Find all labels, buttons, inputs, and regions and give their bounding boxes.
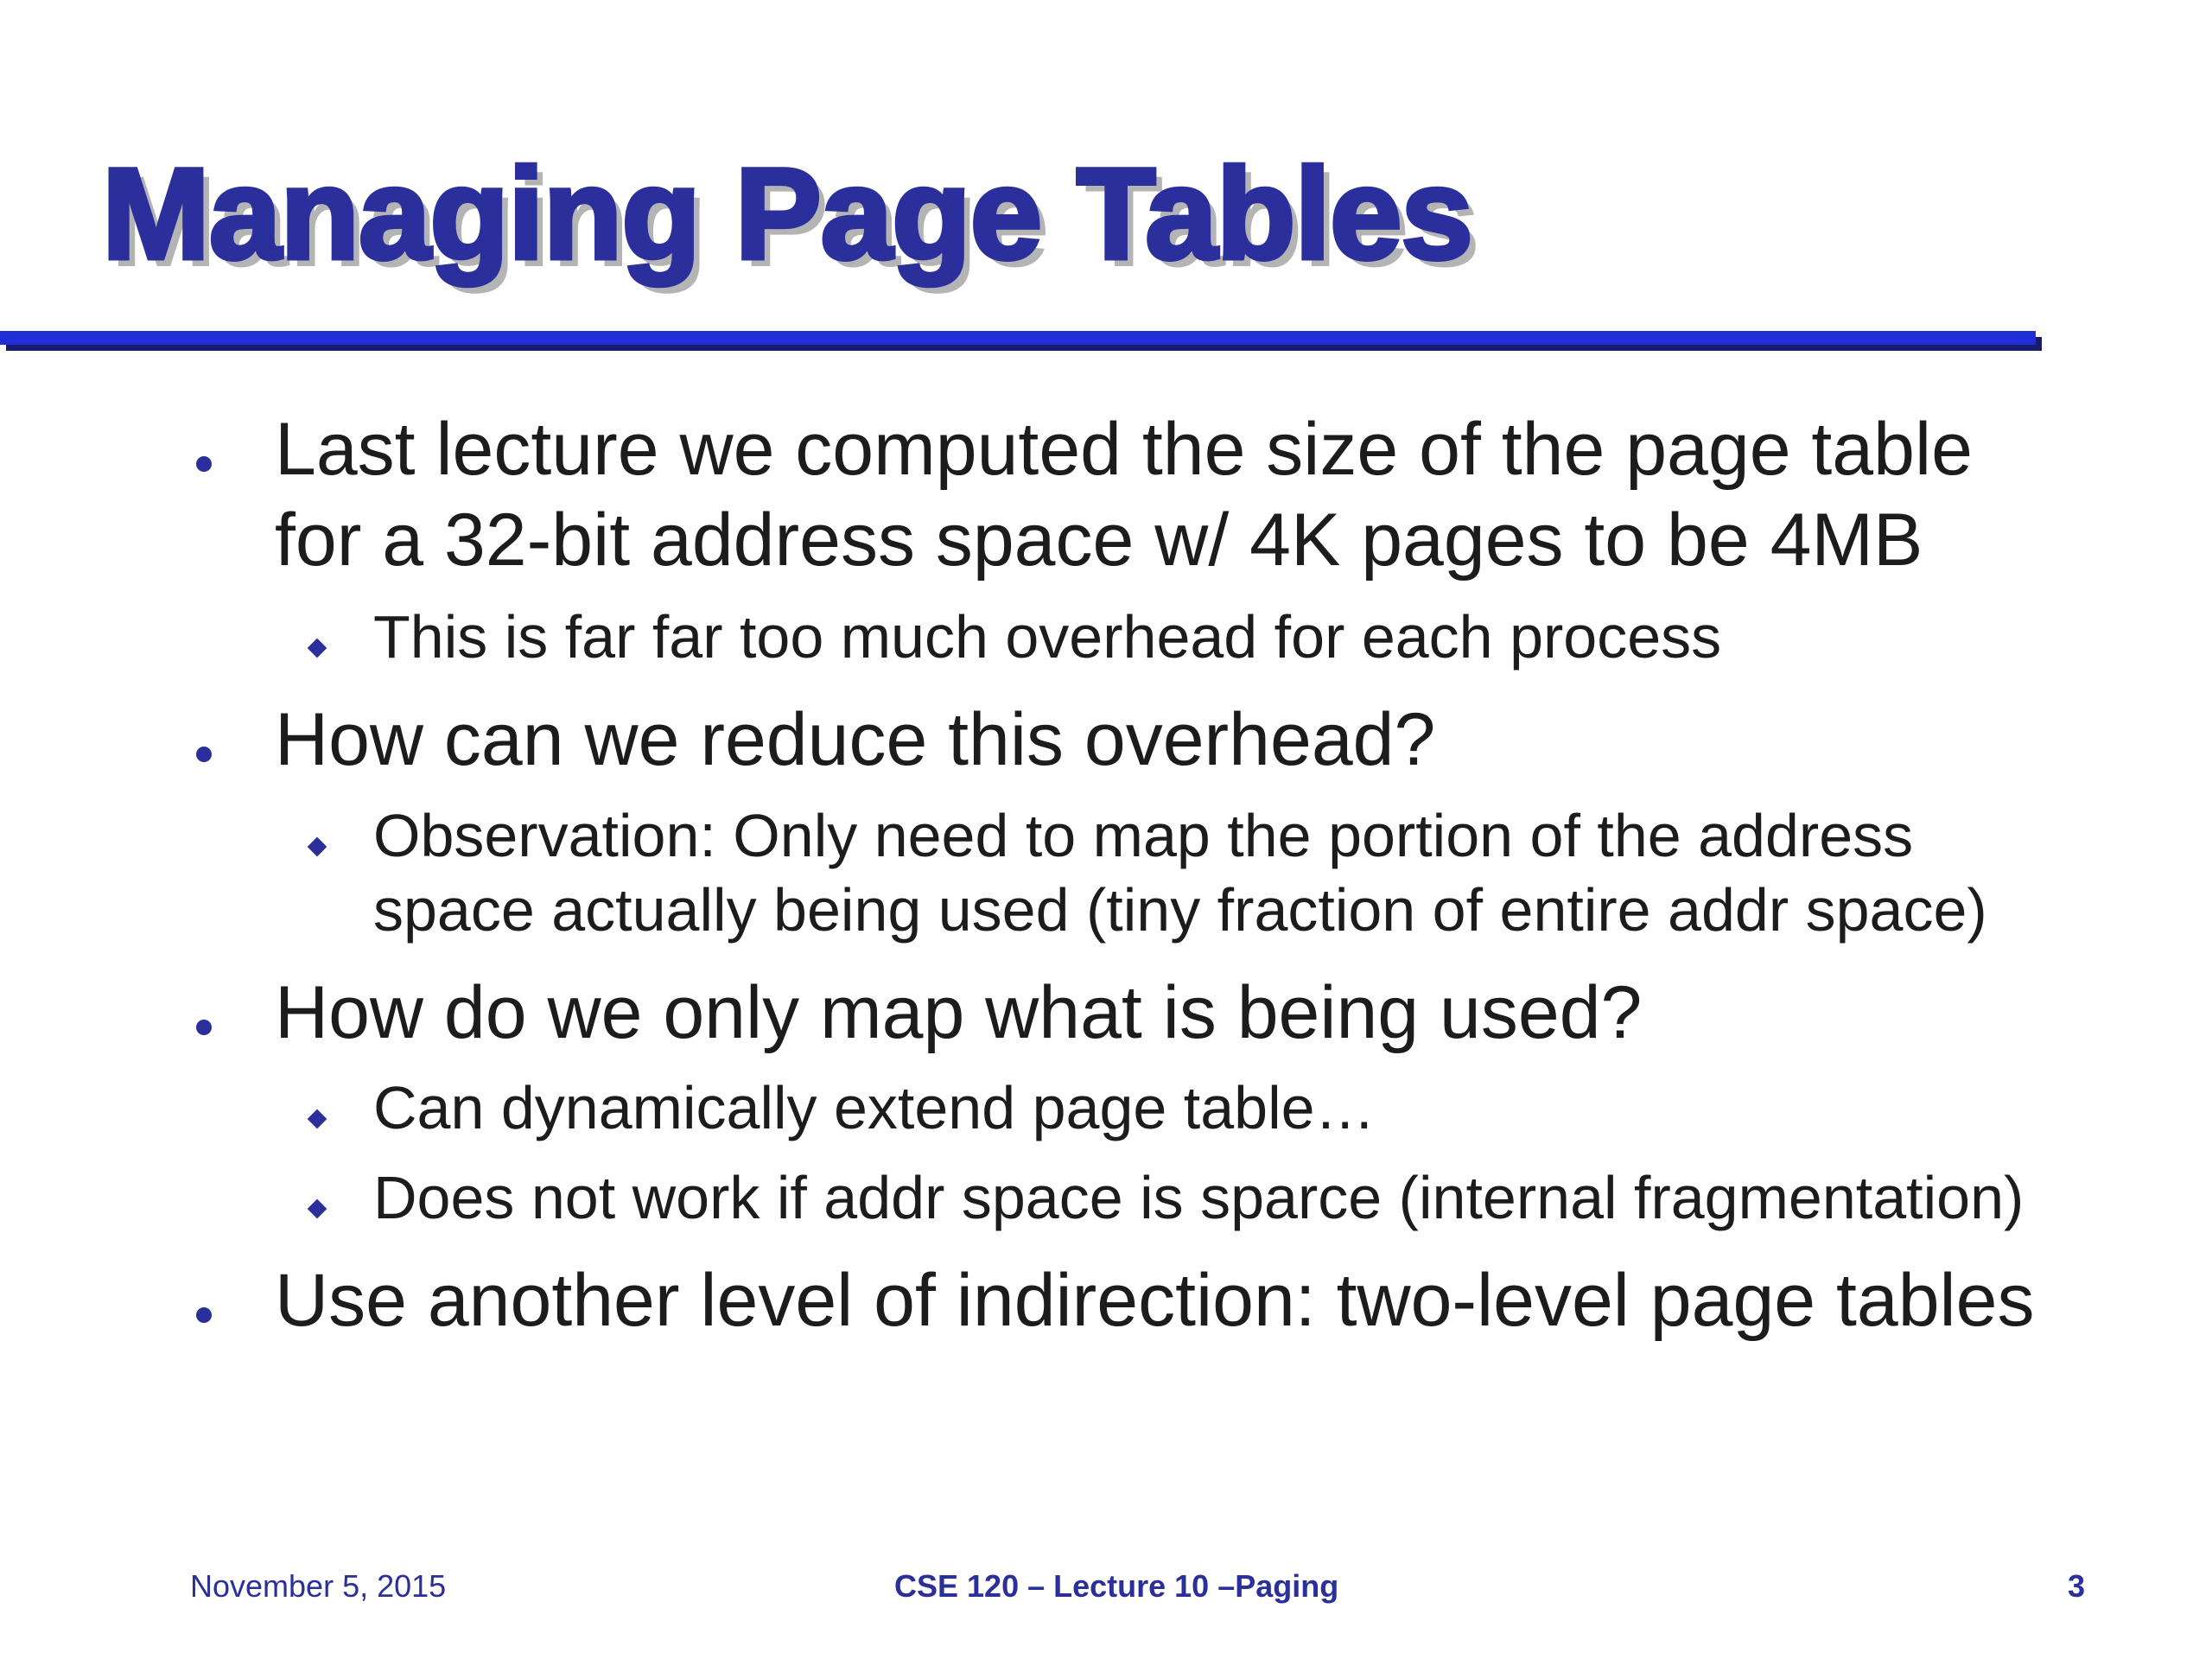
diamond-bullet-icon [308,639,327,658]
bullet-text-line: How do we only map what is being used? [275,971,1643,1054]
bullet-text-line: for a 32-bit address space w/ 4K pages to be 4MB [275,499,1923,582]
sub-bullet-text-line: space actually being used (tiny fraction of entire addr space) [373,876,1987,944]
bullet-dot-icon [196,456,212,472]
bullet-dot-icon [196,1020,212,1035]
bullet-dot-icon [196,1307,212,1323]
footer-course-title: CSE 120 – Lecture 10 –Paging [894,1568,1339,1604]
sub-bullet-text-line: Can dynamically extend page table… [373,1074,1376,1141]
bullet-text-line: Use another level of indirection: two-level page tables [275,1259,2035,1342]
bullet-text-line: How can we reduce this overhead? [275,698,1436,781]
footer-date: November 5, 2015 [190,1568,447,1604]
bullet-text-line: Last lecture we computed the size of the page table [275,408,1973,491]
bullet-dot-icon [196,747,212,762]
sub-bullet-text-line: Does not work if addr space is sparce (internal fragmentation) [373,1164,2024,1231]
slide-title: Managing Page Tables [102,141,1472,286]
diamond-bullet-icon [308,1109,327,1129]
sub-bullet-text-line: This is far far too much overhead for each process [373,603,1722,671]
footer-page-number: 3 [2068,1568,2086,1604]
diamond-bullet-icon [308,837,327,857]
diamond-bullet-icon [308,1199,327,1219]
sub-bullet-text-line: Observation: Only need to map the portion of the address [373,802,1914,869]
